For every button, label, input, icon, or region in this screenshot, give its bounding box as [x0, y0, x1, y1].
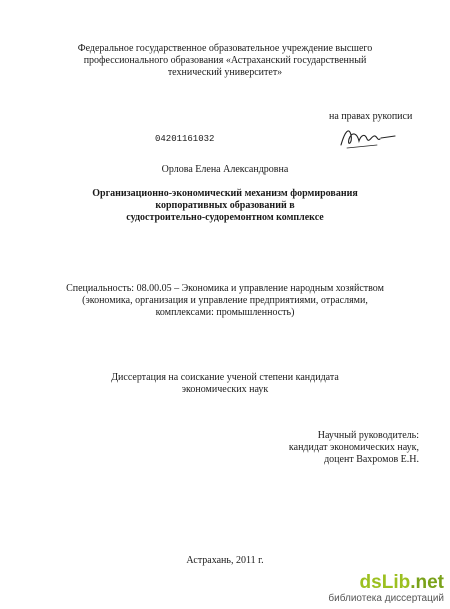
place-year [0, 555, 450, 567]
institution-line-1: Федеральное государственное образовательное учреждение высшего [77, 43, 373, 54]
institution-line-3: технический университет» [167, 67, 283, 78]
watermark-tagline: библиотека диссертаций [328, 593, 444, 604]
watermark-site-name [328, 573, 444, 593]
place-year-text: Астрахань, 2011 г. [186, 555, 264, 566]
manuscript-rights-note: на правах рукописи [329, 111, 413, 122]
site-watermark [328, 573, 444, 605]
degree-line-2: экономических наук [181, 384, 269, 395]
specialty-block [0, 283, 450, 319]
supervisor-line-3: доцент Вахромов Е.Н. [324, 454, 419, 465]
watermark-site-main: dsLib [359, 572, 411, 593]
dissertation-title [0, 188, 450, 224]
author-name-text: Орлова Елена Александровна [161, 164, 289, 175]
institution-line-2: профессионального образования «Астраханский государственный [83, 55, 367, 66]
institution-header [0, 43, 450, 79]
signature-image [337, 121, 397, 155]
specialty-line-3: комплексами: промышленность) [155, 307, 295, 318]
supervisor-line-2: кандидат экономических наук, [288, 442, 419, 453]
title-line-1: Организационно-экономический механизм формирования [92, 188, 358, 199]
title-line-3: судостроительно-судоремонтном комплексе [126, 212, 324, 223]
degree-line-1: Диссертация на соискание ученой степени кандидата [111, 372, 339, 383]
watermark-site-tld: .net [410, 572, 444, 593]
registration-number: 04201161032 [155, 134, 215, 144]
supervisor-block [288, 430, 419, 466]
author-name [0, 164, 450, 176]
supervisor-line-1: Научный руководитель: [317, 430, 419, 441]
title-line-2: корпоративных образований в [155, 200, 295, 211]
specialty-line-1: Специальность: 08.00.05 – Экономика и управление народным хозяйством [66, 283, 384, 294]
specialty-line-2: (экономика, организация и управление предприятиями, отраслями, [82, 295, 368, 306]
degree-statement [0, 372, 450, 396]
